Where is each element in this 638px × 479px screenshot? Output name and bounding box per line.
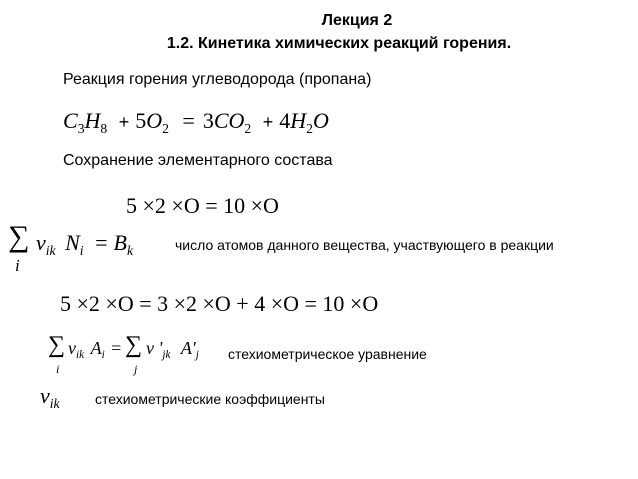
oxygen-count-equation: 5 ×2 ×O = 10 ×O (126, 193, 279, 218)
reaction-label: Реакция горения углеводорода (пропана) (63, 71, 372, 88)
atom-balance-terms: $\nu_{ik}$ $N_i = B_k$ (36, 230, 134, 258)
atoms-note: число атомов данного вещества, участвующего в реакции (175, 237, 554, 253)
stoich-right-terms: ν '$_{jk}$ $A'_j$ (146, 338, 199, 361)
stoichiometric-equation: ∑ (48, 332, 66, 358)
atom-balance-sum-equation: ∑ (8, 220, 30, 253)
stoich-equation-label: стехиометрическое уравнение (228, 346, 427, 362)
combustion-equation: $C_3H_8 + 5O_2 = 3CO_2 + 4H_2O$ (63, 108, 329, 136)
conservation-label: Сохранение элементарного состава (63, 152, 333, 169)
stoich-left-terms: $\nu_{ik}$ $A_i$ = (68, 338, 122, 361)
stoich-coefficients-label: стехиометрические коэффициенты (95, 391, 325, 407)
sum-index-i: i (15, 256, 20, 275)
slide-title: 1.2. Кинетика химических реакций горения. (166, 35, 512, 52)
oxygen-balance-equation: 5 ×2 ×O = 3 ×2 ×O + 4 ×O = 10 ×O (60, 291, 379, 316)
stoich-index-j: j (134, 362, 138, 376)
stoich-sum-right: ∑ (125, 332, 143, 358)
lecture-number: Лекция 2 (321, 12, 393, 29)
stoich-coefficient-symbol: $\nu_{ik}$ (40, 383, 60, 411)
stoich-index-i: i (56, 362, 60, 376)
